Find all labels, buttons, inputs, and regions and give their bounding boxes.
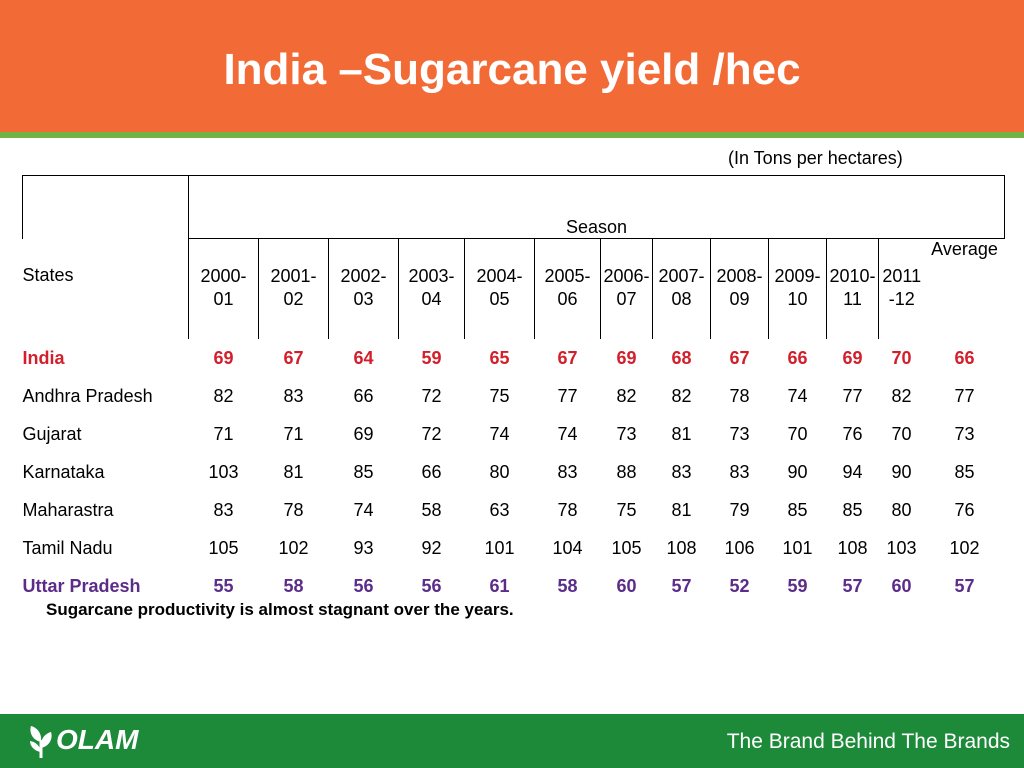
yield-value: 90 [891,461,912,482]
season-year-end: 11 [843,289,862,309]
states-header-cell-top [23,176,189,239]
season-year-end: 05 [489,289,510,309]
yield-value: 68 [671,347,692,368]
yield-value: 77 [842,385,863,406]
yield-value: 70 [891,347,912,368]
season-year-end: 10 [787,289,808,309]
yield-value: 59 [421,347,442,368]
unit-note: (In Tons per hectares) [728,148,903,168]
season-year-header [329,239,399,340]
state-name: Gujarat [22,423,82,444]
yield-value: 78 [283,499,304,520]
yield-value: 58 [421,499,442,520]
season-year-end: 08 [671,289,692,309]
yield-value: 71 [213,423,234,444]
states-header: States [22,264,74,285]
yield-value: 57 [842,575,863,596]
yield-table [22,175,1005,605]
yield-value: 85 [842,499,863,520]
yield-value: 108 [837,537,868,558]
yield-value: 67 [557,347,578,368]
yield-value: 83 [671,461,692,482]
yield-value: 85 [787,499,808,520]
season-year-end: 06 [557,289,578,309]
average-header: Average [931,239,998,259]
yield-value: 83 [557,461,578,482]
yield-value: 92 [421,537,442,558]
season-year-end: 04 [421,289,442,309]
season-year-end: 03 [353,289,374,309]
season-year-start: 2002- [340,266,387,286]
season-year-end: 07 [616,289,637,309]
yield-value: 59 [787,575,808,596]
yield-value: 74 [787,385,808,406]
season-year-header [259,239,329,340]
season-year-header [601,239,653,340]
season-year-header [399,239,465,340]
yield-value: 72 [421,385,442,406]
season-year-start: 2007- [658,266,705,286]
table-row [23,377,1005,415]
yield-value: 75 [616,499,637,520]
average-value: 73 [954,423,975,444]
yield-value: 77 [557,385,578,406]
yield-value: 81 [671,499,692,520]
olam-logo: OLAM [56,724,139,755]
yield-value: 70 [891,423,912,444]
yield-value: 58 [557,575,578,596]
yield-value: 79 [729,499,750,520]
season-header: Season [189,176,1005,239]
yield-value: 101 [782,537,813,558]
state-name: Andhra Pradesh [22,385,153,406]
season-year-end: -12 [888,289,915,309]
yield-value: 52 [729,575,750,596]
yield-value: 69 [353,423,374,444]
yield-value: 56 [421,575,442,596]
season-year-start: 2003- [408,266,455,286]
yield-value: 60 [616,575,637,596]
yield-value: 102 [278,537,309,558]
yield-value: 69 [213,347,234,368]
season-year-header [653,239,711,340]
yield-value: 64 [353,347,374,368]
state-name: India [22,347,65,368]
yield-value: 93 [353,537,374,558]
yield-value: 83 [283,385,304,406]
average-value: 85 [954,461,975,482]
average-value: 102 [949,537,980,558]
season-year-start: 2000- [200,266,247,286]
yield-value: 73 [616,423,637,444]
yield-value: 78 [557,499,578,520]
header-stripe [0,132,1024,138]
yield-value: 56 [353,575,374,596]
yield-value: 69 [842,347,863,368]
yield-value: 82 [616,385,637,406]
yield-value: 60 [891,575,912,596]
yield-value: 108 [666,537,697,558]
yield-value: 66 [421,461,442,482]
yield-value: 71 [283,423,304,444]
yield-value: 85 [353,461,374,482]
yield-value: 105 [208,537,239,558]
average-value: 76 [954,499,975,520]
yield-value: 83 [213,499,234,520]
footnote: Sugarcane productivity is almost stagnant over the years. [46,600,514,619]
yield-value: 74 [353,499,374,520]
yield-value: 61 [489,575,510,596]
yield-value: 69 [616,347,637,368]
yield-value: 83 [729,461,750,482]
page-title: India –Sugarcane yield /hec [223,45,801,94]
state-name: Maharastra [22,499,114,520]
yield-value: 101 [484,537,515,558]
season-year-start: 2010- [829,266,876,286]
season-year-start: 2008- [716,266,763,286]
table-row [23,415,1005,453]
yield-value: 106 [724,537,755,558]
yield-value: 67 [729,347,750,368]
yield-value: 55 [213,575,234,596]
yield-value: 81 [671,423,692,444]
yield-value: 90 [787,461,808,482]
yield-value: 82 [671,385,692,406]
season-year-header [189,239,259,340]
season-year-header [465,239,535,340]
season-year-end: 02 [283,289,304,309]
yield-value: 105 [611,537,642,558]
yield-value: 103 [208,461,239,482]
yield-value: 65 [489,347,510,368]
season-year-start: 2004- [476,266,523,286]
season-year-end: 01 [213,289,234,309]
table-row [23,453,1005,491]
state-name: Tamil Nadu [22,537,113,558]
season-year-header [879,239,925,340]
season-year-end: 09 [729,289,750,309]
yield-value: 76 [842,423,863,444]
season-year-header [711,239,769,340]
tagline: The Brand Behind The Brands [726,730,1010,753]
yield-value: 82 [891,385,912,406]
average-value: 57 [954,575,975,596]
season-year-start: 2009- [774,266,821,286]
yield-value: 66 [353,385,374,406]
yield-value: 88 [616,461,637,482]
table-row [23,339,1005,377]
yield-value: 63 [489,499,510,520]
average-value: 66 [954,347,975,368]
yield-value: 80 [489,461,510,482]
yield-value: 78 [729,385,750,406]
yield-value: 70 [787,423,808,444]
yield-value: 74 [489,423,510,444]
table-row [23,491,1005,529]
season-year-start: 2011 [882,266,922,286]
yield-value: 74 [557,423,578,444]
season-year-header [769,239,827,340]
header-bar [0,0,1024,132]
yield-value: 57 [671,575,692,596]
state-name: Karnataka [22,461,105,482]
yield-value: 80 [891,499,912,520]
season-year-start: 2001- [270,266,317,286]
table-row [23,529,1005,567]
yield-value: 72 [421,423,442,444]
season-year-start: 2005- [544,266,591,286]
yield-value: 103 [886,537,917,558]
season-year-header [827,239,879,340]
state-name: Uttar Pradesh [22,575,141,596]
yield-value: 81 [283,461,304,482]
leaf-icon [26,722,56,765]
yield-value: 75 [489,385,510,406]
yield-value: 82 [213,385,234,406]
yield-value: 67 [283,347,304,368]
footer-bar [0,714,1024,768]
yield-value: 58 [283,575,304,596]
yield-value: 66 [787,347,808,368]
yield-value: 94 [842,461,863,482]
yield-value: 73 [729,423,750,444]
season-year-header [535,239,601,340]
average-value: 77 [954,385,975,406]
yield-value: 104 [552,537,583,558]
season-year-start: 2006- [603,266,650,286]
